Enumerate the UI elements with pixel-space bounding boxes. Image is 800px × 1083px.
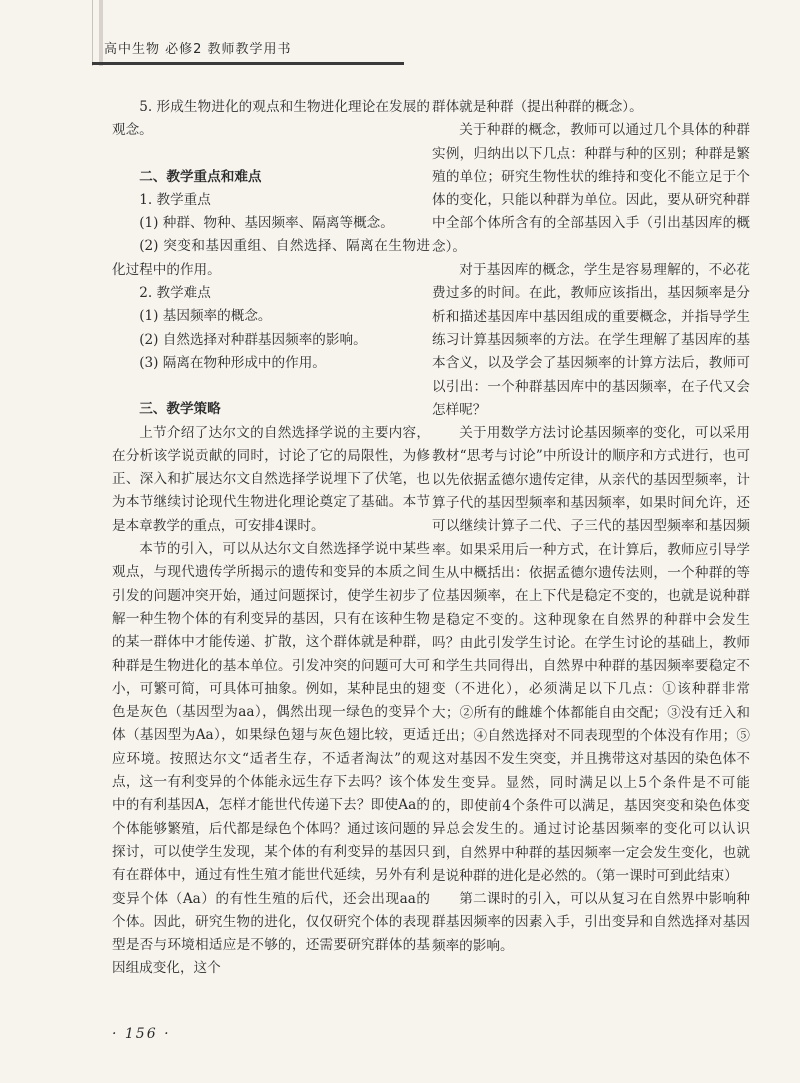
page-number: · 156 · [112, 1026, 171, 1042]
body-paragraph: 上节介绍了达尔文的自然选择学说的主要内容，在分析该学说贡献的同时，讨论了它的局限性，为修正、深入和扩展达尔文自然选择学说埋下了伏笔，也为本节继续讨论现代生物进化理论奠定了基础。本节是本章教学的重点，可安排4课时。 [112, 424, 430, 534]
header-rule [92, 62, 404, 65]
difficulty-item: (2) 自然选择对种群基因频率的影响。 [139, 331, 367, 348]
body-paragraph: 本节的引入，可以从达尔文自然选择学说中某些观点，与现代遗传学所揭示的遗传和变异的本质之间引发的问题冲突开始，通过问题探讨，使学生初步了解一种生物个体的有利变异的基因，只有在该种生物的某一群体中才能传递、扩散，这个群体就是种群，种群是生物进化的基本单位。引发冲突的问题可大可小，可繁可简，可具体可抽象。例如，某种昆虫的翅色是灰色（基因型为aa），偶然出现一绿色的变异个体（基因型为Aa），如果绿色翅与灰色翅比较，更适应环境。按照达尔文“适者生存，不适者淘汰”的观点，这一有利变异的个体能永远生存下去吗？该个体中的有利基因A，怎样才能世代传递下去？即使Aa的个体能够繁殖，后代都是绿色个体吗？通过该问题的探讨，可以使学生发现，某个体的有利变异的基因只有在群体中，通过有性生殖才能世代延续，另外有利变异个体（Aa）的有性生殖的后代，还会出现aa的个体。因此，研究生物的进化，仅仅研究个体的表现型是否与环境相适应是不够的，还需要研究群体的基因组成变化，这个 [112, 541, 430, 977]
right-column [432, 96, 750, 958]
section-heading-strategy: 三、教学策略 [139, 401, 221, 418]
body-paragraph: 关于种群的概念，教师可以通过几个具体的种群实例，归纳出以下几点：种群与种的区别；种群是繁殖的单位；研究生物性状的维持和变化不能立足于个体的变化，只能以种群为单位。因此，要从研究种群中全部个体所含有的全部基因入手（引出基因库的概念）。 [432, 122, 750, 255]
body-paragraph: 第二课时的引入，可以从复习在自然界中影响种群基因频率的因素入手，引出变异和自然选择对基因频率的影响。 [432, 891, 750, 954]
body-paragraph: 关于用数学方法讨论基因频率的变化，可以采用教材“思考与讨论”中所设计的顺序和方式进行，也可以先依据孟德尔遗传定律，从亲代的基因型频率，计算子代的基因型频率和基因频率，如果时间允许，还可以继续计算子二代、子三代的基因型频率和基因频率。如果采用后一种方式，在计算后，教师应引导学生从中概括出：依据孟德尔遗传法则，一个种群的等位基因频率，在上下代是稳定不变的，也就是说种群是稳定不变的。这种现象在自然界的种群中会发生吗？由此引发学生讨论。在学生讨论的基础上，教师和学生共同得出，自然界中种群的基因频率要稳定不变（不进化），必须满足以下几点：①该种群非常大；②所有的雌雄个体都能自由交配；③没有迁入和迁出；④自然选择对不同表现型的个体没有作用；⑤这对基因不发生突变，并且携带这对基因的染色体不发生变异。显然，同时满足以上5个条件是不可能的，即使前4个条件可以满足，基因突变和染色体变异总会发生的。通过讨论基因频率的变化可以认识到，自然界中种群的基因频率一定会发生变化，也就是说种群的进化是必然的。（第一课时可到此结束） [432, 425, 750, 884]
subheading-key-points: 1. 教学重点 [139, 191, 211, 208]
subheading-difficulties: 2. 教学难点 [139, 285, 211, 302]
header-spine [99, 0, 103, 66]
body-paragraph: 对于基因库的概念，学生是容易理解的，不必花费过多的时间。在此，教师应该指出，基因频率是分析和描述基因库中基因组成的重要概念，并指导学生练习计算基因频率的方法。在学生理解了基因库的基本含义，以及学会了基因频率的计算方法后，教师可以引出：一个种群基因库中的基因频率，在子代又会怎样呢？ [432, 262, 750, 418]
key-point-item: (1) 种群、物种、基因频率、隔离等概念。 [139, 215, 394, 232]
objective-5: 5. 形成生物进化的观点和生物进化理论在发展的观念。 [112, 99, 430, 139]
running-header: 高中生物 必修2 教师教学用书 [104, 42, 292, 57]
section-heading-key-points: 二、教学重点和难点 [139, 168, 262, 185]
difficulty-item: (3) 隔离在物种形成中的作用。 [139, 354, 326, 371]
key-point-item: (2) 突变和基因重组、自然选择、隔离在生物进化过程中的作用。 [112, 238, 430, 278]
left-column [112, 96, 430, 981]
difficulty-item: (1) 基因频率的概念。 [139, 308, 272, 325]
body-paragraph-continued: 群体就是种群（提出种群的概念）。 [432, 99, 643, 115]
